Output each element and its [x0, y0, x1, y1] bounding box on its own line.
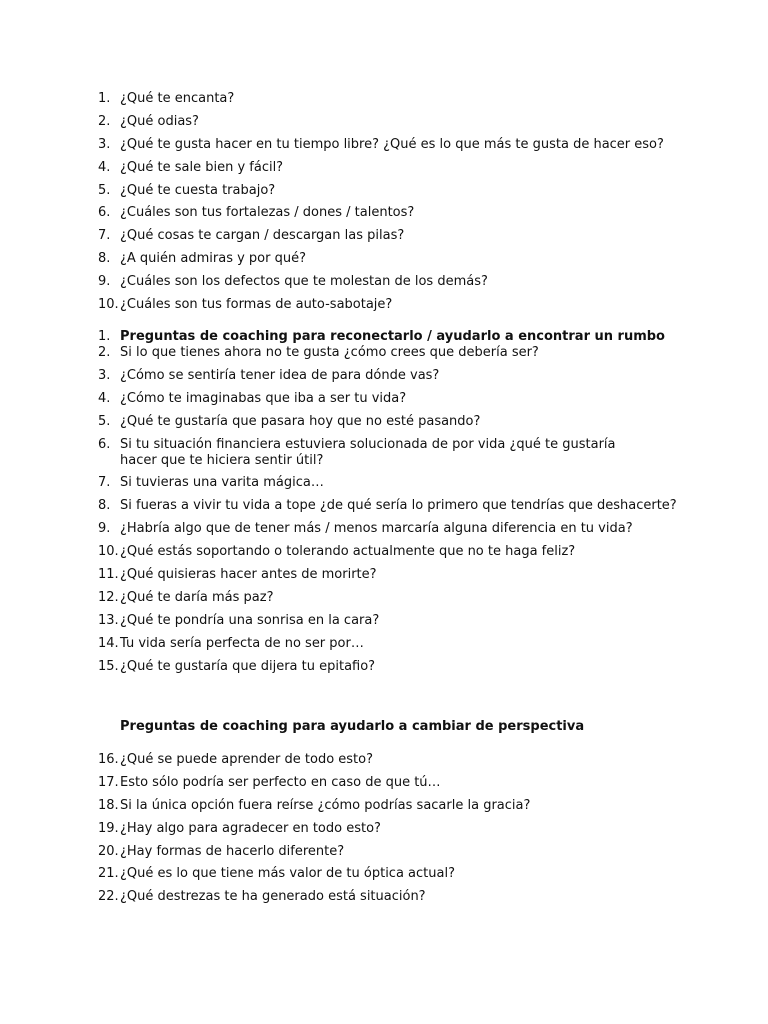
list-item [98, 297, 698, 313]
item-text: ¿Qué se puede aprender de todo esto? [120, 752, 374, 767]
item-text: ¿Cuáles son tus formas de auto-sabotaje? [120, 297, 393, 313]
list-item [98, 821, 698, 837]
heading-text: Preguntas de coaching para reconectarlo / ayudarlo a encontrar un rumbo [120, 329, 665, 344]
item-text: ¿A quién admiras y por qué? [120, 251, 307, 267]
list-item [98, 844, 698, 860]
list-item [98, 775, 698, 791]
list-item [98, 752, 698, 768]
list-item [98, 437, 698, 469]
list-item [98, 183, 698, 199]
item-number: 19. [98, 820, 119, 836]
item-text: Si la única opción fuera reírse ¿cómo podrías sacarle la gracia? [120, 797, 531, 813]
list-item [98, 590, 698, 606]
item-number: 1. [98, 329, 111, 344]
item-text: ¿Qué es lo que tiene más valor de tu óptica actual? [120, 866, 455, 882]
list-item [98, 137, 698, 153]
question-list-2 [98, 329, 698, 681]
item-text: Si tu situación financiera estuviera solucionada de por vida ¿qué te gustaría hacer que te hiciera sentir útil? [120, 436, 616, 468]
item-text: ¿Qué te gustaría que dijera tu epitafio? [120, 658, 376, 674]
item-text: ¿Qué te cuesta trabajo? [120, 182, 276, 198]
list-item [98, 414, 698, 430]
list-item [98, 160, 698, 176]
item-text: Si tuvieras una varita mágica… [120, 475, 324, 491]
item-text: ¿Qué te gusta hacer en tu tiempo libre? ¿Qué es lo que más te gusta de hacer eso? [120, 136, 664, 152]
item-text: ¿Qué estás soportando o tolerando actualmente que no te haga feliz? [120, 544, 576, 560]
list-item [98, 368, 698, 384]
list-item [98, 659, 698, 675]
item-number: 11. [98, 567, 119, 583]
list-item [98, 498, 698, 514]
list-item [98, 544, 698, 560]
item-number: 18. [98, 797, 119, 813]
item-text: ¿Qué odias? [120, 113, 199, 129]
item-text: ¿Hay formas de hacerlo diferente? [120, 843, 345, 859]
item-number: 4. [98, 159, 111, 175]
item-number: 6. [98, 436, 111, 452]
section-heading: Preguntas de coaching para ayudarlo a cambiar de perspectiva [120, 719, 585, 734]
item-text: Esto sólo podría ser perfecto en caso de que tú… [120, 774, 441, 790]
item-text: ¿Cuáles son los defectos que te molestan de los demás? [120, 274, 488, 290]
item-number: 14. [98, 635, 119, 651]
list-item [98, 274, 698, 290]
item-text: ¿Cómo te imaginabas que iba a ser tu vida? [120, 390, 407, 406]
item-number: 16. [98, 752, 119, 767]
item-number: 20. [98, 843, 119, 859]
item-number: 9. [98, 521, 111, 537]
item-number: 6. [98, 205, 111, 221]
item-number: 10. [98, 297, 119, 313]
item-text: ¿Cómo se sentiría tener idea de para dónde vas? [120, 367, 440, 383]
item-number: 12. [98, 589, 119, 605]
list-item [98, 251, 698, 267]
list-item [98, 613, 698, 629]
item-text: ¿Qué quisieras hacer antes de morirte? [120, 567, 377, 583]
list-item [98, 91, 698, 107]
item-number: 7. [98, 228, 111, 244]
question-list-1 [98, 91, 698, 320]
section-heading [98, 329, 698, 345]
item-text: Tu vida sería perfecta de no ser por… [120, 635, 364, 651]
item-number: 8. [98, 251, 111, 267]
item-number: 17. [98, 774, 119, 790]
list-item [98, 521, 698, 537]
item-number: 2. [98, 113, 111, 129]
list-item [98, 866, 698, 882]
question-list-3 [98, 752, 698, 912]
item-text: ¿Qué cosas te cargan / descargan las pilas? [120, 228, 405, 244]
item-number: 10. [98, 544, 119, 560]
list-item [98, 567, 698, 583]
item-text: ¿Qué te encanta? [120, 91, 235, 106]
item-text: ¿Qué te pondría una sonrisa en la cara? [120, 612, 380, 628]
item-number: 13. [98, 612, 119, 628]
item-number: 22. [98, 889, 119, 905]
item-text: ¿Qué te sale bien y fácil? [120, 159, 284, 175]
list-item [98, 798, 698, 814]
item-text: ¿Qué destrezas te ha generado está situación? [120, 889, 426, 905]
item-number: 3. [98, 136, 111, 152]
item-text: ¿Qué te gustaría que pasara hoy que no esté pasando? [120, 413, 481, 429]
item-text: ¿Cuáles son tus fortalezas / dones / talentos? [120, 205, 415, 221]
item-number: 5. [98, 413, 111, 429]
item-number: 1. [98, 91, 111, 106]
item-number: 9. [98, 274, 111, 290]
item-text: Si lo que tienes ahora no te gusta ¿cómo crees que debería ser? [120, 345, 539, 360]
item-text: ¿Habría algo que de tener más / menos marcaría alguna diferencia en tu vida? [120, 521, 633, 537]
item-number: 3. [98, 367, 111, 383]
item-text: Si fueras a vivir tu vida a tope ¿de qué sería lo primero que tendrías que deshacerte? [120, 498, 677, 514]
item-number: 15. [98, 658, 119, 674]
item-text: ¿Qué te daría más paz? [120, 589, 274, 605]
item-number: 5. [98, 182, 111, 198]
list-item [98, 889, 698, 905]
list-item [98, 228, 698, 244]
list-item [98, 636, 698, 652]
item-text: ¿Hay algo para agradecer en todo esto? [120, 820, 381, 836]
item-number: 7. [98, 475, 111, 491]
list-item [98, 205, 698, 221]
list-item [98, 391, 698, 407]
item-number: 21. [98, 866, 119, 882]
list-item [98, 345, 698, 361]
list-item [98, 475, 698, 491]
item-number: 2. [98, 345, 111, 360]
item-number: 4. [98, 390, 111, 406]
list-item [98, 114, 698, 130]
item-number: 8. [98, 498, 111, 514]
